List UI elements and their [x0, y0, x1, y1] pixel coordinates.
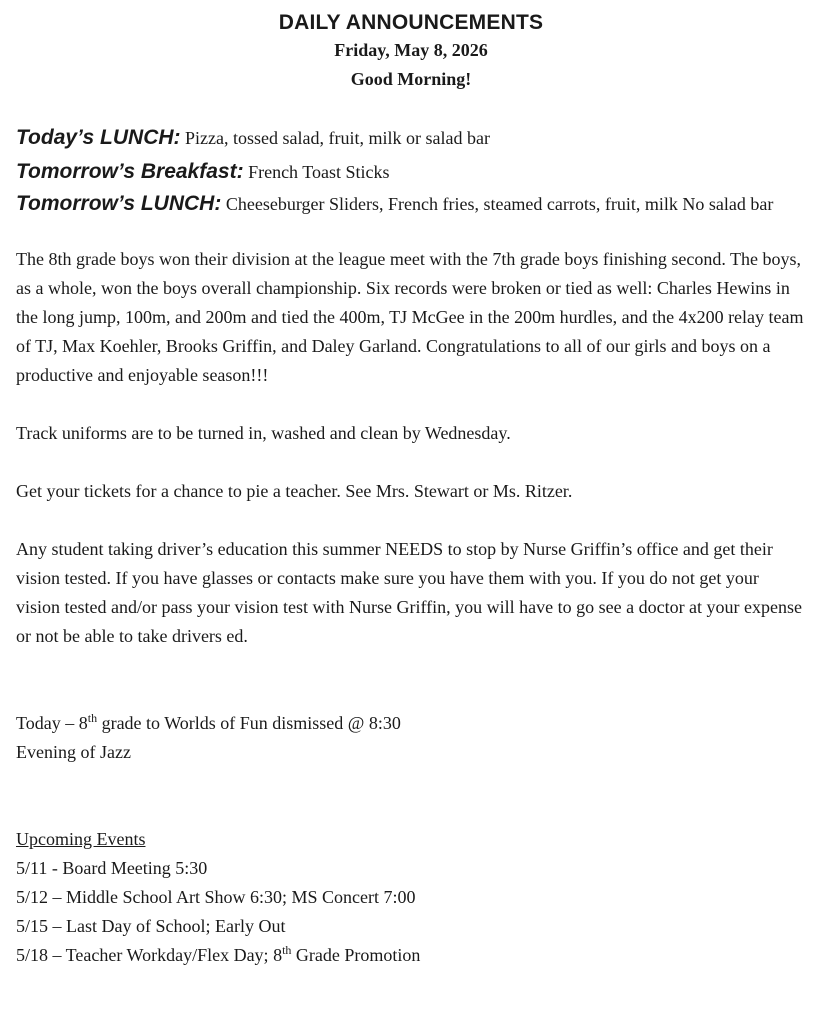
tomorrows-lunch-text: Cheeseburger Sliders, French fries, steamed carrots, fruit, milk No salad bar	[221, 194, 774, 214]
upcoming-events-heading: Upcoming Events	[16, 829, 146, 849]
today-line-worlds-of-fun	[16, 709, 806, 738]
tomorrows-breakfast-line	[16, 155, 806, 189]
tomorrows-lunch-label: Tomorrow’s LUNCH:	[16, 192, 222, 215]
drivers-ed-paragraph: Any student taking driver’s education this summer NEEDS to stop by Nurse Griffin’s office and get their vision tested. If you have glasses or contacts make sure you have them with you. If you do not get your vision tested and/or pass your vision test with Nurse Griffin, you will have to go see a doctor at your expense or not be able to take drivers ed.	[16, 539, 803, 646]
track-results-paragraph: The 8th grade boys won their division at the league meet with the 7th grade boys finishing second. The boys, as a whole, won the boys overall championship. Six records were broken or tied as well: Charles Hewins in the long jump, 100m, and 200m and tied the 400m, TJ McGee in the 200m hurdles, and the 4x200 relay team of TJ, Max Koehler, Brooks Griffin, and Daley Garland. Congratulations to all of our girls and boys on a productive and enjoyable season!!!	[16, 249, 804, 385]
menu-section	[16, 121, 806, 219]
announcement-date: Friday, May 8, 2026	[334, 40, 488, 60]
today-line-suffix: grade to Worlds of Fun dismissed @ 8:30	[97, 713, 401, 733]
tomorrows-breakfast-label: Tomorrow’s Breakfast:	[16, 160, 244, 183]
event-item: 5/12 – Middle School Art Show 6:30; MS Concert 7:00	[16, 887, 416, 907]
today-line-jazz: Evening of Jazz	[16, 742, 131, 762]
today-section	[16, 709, 806, 767]
event-item-prefix: 5/18 – Teacher Workday/Flex Day; 8	[16, 945, 283, 965]
pie-a-teacher-paragraph: Get your tickets for a chance to pie a teacher. See Mrs. Stewart or Ms. Ritzer.	[16, 481, 573, 501]
today-line-superscript: th	[87, 711, 98, 725]
greeting: Good Morning!	[350, 69, 472, 89]
event-item-suffix: Grade Promotion	[291, 945, 421, 965]
tomorrows-lunch-line	[16, 189, 806, 219]
todays-lunch-text: Pizza, tossed salad, fruit, milk or salad bar	[180, 128, 490, 148]
event-item	[16, 941, 806, 970]
track-uniforms-paragraph: Track uniforms are to be turned in, washed and clean by Wednesday.	[16, 423, 511, 443]
tomorrows-breakfast-text: French Toast Sticks	[243, 162, 390, 182]
upcoming-events-section	[16, 825, 806, 970]
event-item: 5/11 - Board Meeting 5:30	[16, 858, 208, 878]
todays-lunch-line	[16, 121, 806, 155]
announcements-document	[16, 10, 806, 970]
page-title: DAILY ANNOUNCEMENTS	[278, 11, 544, 34]
today-line-prefix: Today – 8	[16, 713, 88, 733]
todays-lunch-label: Today’s LUNCH:	[16, 126, 181, 149]
event-item-superscript: th	[282, 943, 292, 957]
event-item: 5/15 – Last Day of School; Early Out	[16, 916, 286, 936]
